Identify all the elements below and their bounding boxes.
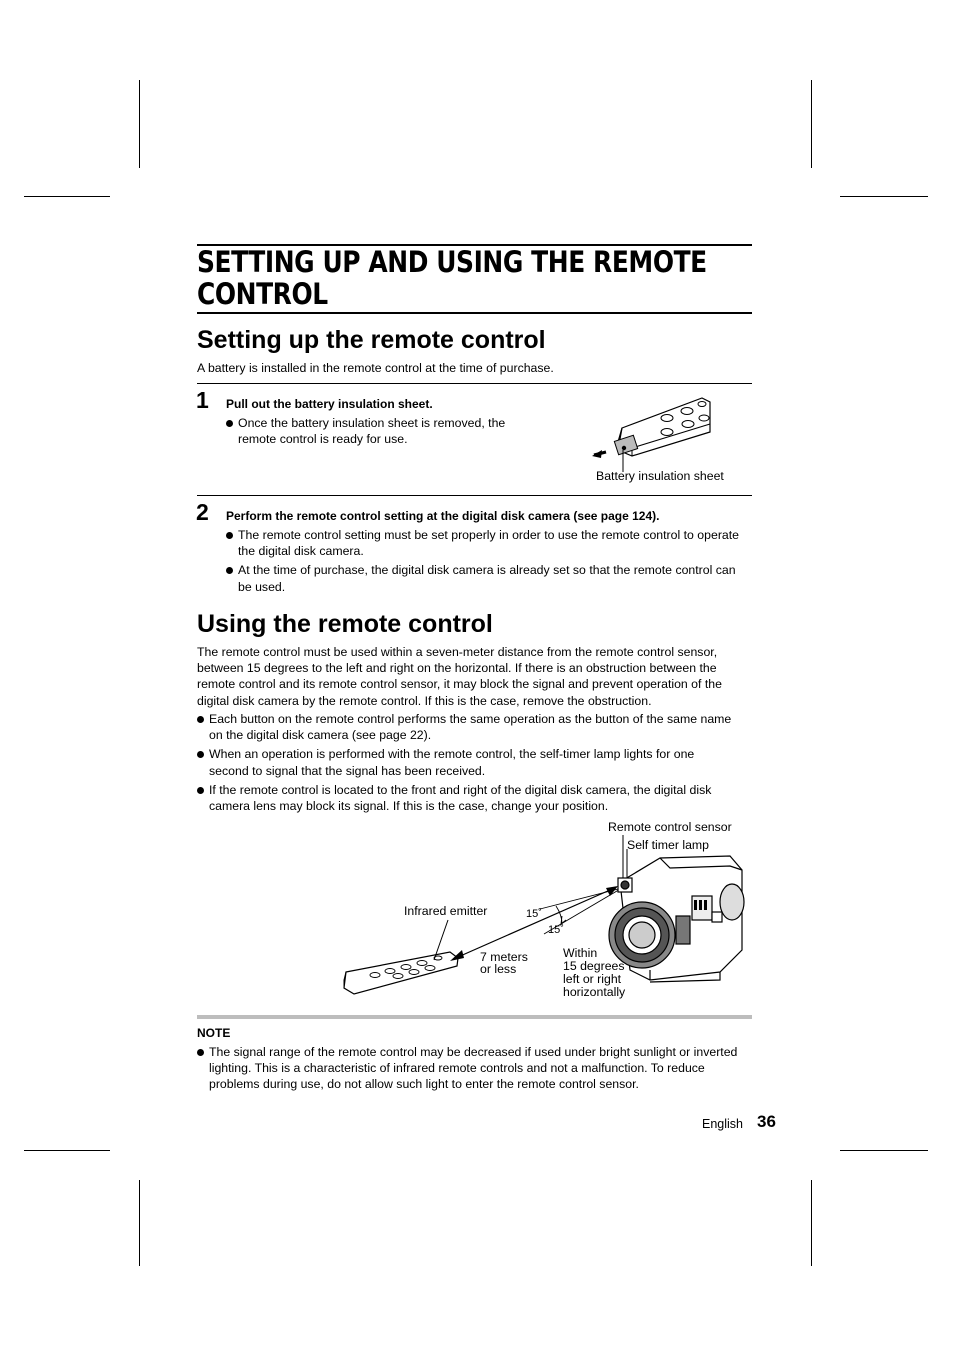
label-distance-line2: or less [480, 962, 517, 976]
bullet-item: If the remote control is located to the front and right of the digital disk camera, the digital disk camera lens may block its signal. If this is the case, change your position. [196, 782, 736, 814]
crop-mark [139, 1180, 140, 1266]
page-number: 36 [757, 1112, 776, 1131]
bullet-item: Each button on the remote control performs the same operation as the button of the same name on the digital disk camera (see page 22). [196, 711, 736, 743]
crop-mark [811, 1180, 812, 1266]
label-within-line1: Within [563, 946, 598, 960]
label-within-line3: left or right [563, 972, 622, 986]
label-distance-line1: 7 meters [480, 950, 528, 964]
step-instruction: Perform the remote control setting at the digital disk camera (see page 124). [226, 509, 660, 523]
divider [197, 383, 752, 384]
step-instruction: Pull out the battery insulation sheet. [226, 397, 433, 411]
divider [197, 495, 752, 496]
crop-mark [840, 1150, 928, 1151]
note-rule [197, 1015, 752, 1019]
setup-intro: A battery is installed in the remote control at the time of purchase. [197, 361, 554, 375]
label-angle-bottom: 15˚ [548, 924, 564, 936]
step2-bullets [225, 527, 745, 595]
crop-mark [811, 80, 812, 168]
crop-mark [24, 1150, 110, 1151]
crop-mark [24, 196, 110, 197]
using-heading: Using the remote control [197, 610, 493, 638]
using-paragraph: The remote control must be used within a seven-meter distance from the remote control sensor, between 15 degrees to the left and right on the horizontal. If there is an obstruction between the remote control and its remote control sensor, it may block the signal and prevent operation of the digital disk camera by the remote control. If this is the case, remove the obstruction. [197, 645, 722, 708]
using-bullets [196, 711, 736, 814]
label-remote-control-sensor: Remote control sensor [608, 820, 732, 834]
note-bullets [196, 1044, 741, 1093]
title-rule-bottom [197, 312, 752, 314]
bullet-item: Once the battery insulation sheet is removed, the remote control is ready for use. [225, 415, 525, 447]
label-angle-top: 15˚ [526, 908, 542, 920]
label-within-line4: horizontally [563, 985, 626, 999]
step-number: 2 [196, 499, 209, 525]
bullet-item: When an operation is performed with the remote control, the self-timer lamp lights for one second to signal that the signal has been received. [196, 746, 736, 778]
setup-heading: Setting up the remote control [197, 326, 546, 354]
page-title: SETTING UP AND USING THE REMOTE CONTROL [197, 245, 707, 311]
step-number: 1 [196, 387, 209, 413]
figure-label-battery-insulation-sheet: Battery insulation sheet [596, 469, 724, 483]
bullet-item: The remote control setting must be set properly in order to use the remote control to operate the digital disk camera. [225, 527, 745, 559]
language-label: English [702, 1117, 743, 1131]
bullet-item: At the time of purchase, the digital disk camera is already set so that the remote control can be used. [225, 562, 745, 594]
label-self-timer-lamp: Self timer lamp [627, 838, 710, 852]
remote-battery-figure [592, 392, 717, 472]
crop-mark [139, 80, 140, 168]
note-heading: NOTE [197, 1026, 231, 1040]
label-within-line2: 15 degrees [563, 959, 625, 973]
label-infrared-emitter: Infrared emitter [404, 904, 488, 918]
step1-bullets [225, 415, 525, 447]
crop-mark [840, 196, 928, 197]
bullet-item: The signal range of the remote control may be decreased if used under bright sunlight or inverted lighting. This is a characteristic of infrared remote controls and not a malfunction. To reduce problems during use, do not allow such light to enter the remote control sensor. [196, 1044, 741, 1093]
